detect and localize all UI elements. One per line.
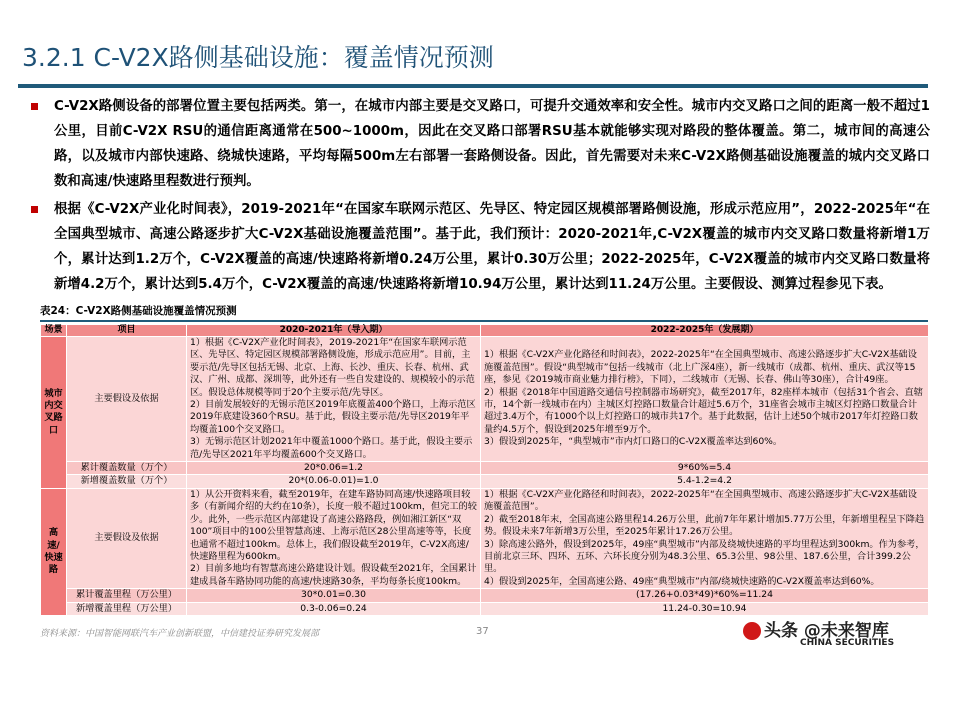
assumption-2022-2025 — [481, 337, 929, 462]
table-row — [41, 475, 929, 488]
bullet-text: 根据《C-V2X产业化时间表》，2019-2021年“在国家车联网示范区、先导区、特定园区规模部署路侧设施，形成示范应用”，2022-2025年“在全国典型城市、高速公路逐步扩大C-V2X基础设施覆盖范围”。基于此，我们预计：2020-2021年,C-V2X覆盖的城市内交叉路口数量将新增1万个，累计达到1.2万个，C-V2X覆盖的高速/快速路将新增0.24万公里，累计0.30万公里；2022-2025年，C-V2X覆盖的城市内交叉路口数量将新增4.2万个，累计达到5.4万个，C-V2X覆盖的高速/快速路将新增10.94万公里，累计达到11.24万公里。主要假设、测算过程参见下表。 — [54, 202, 930, 292]
table-row — [41, 589, 929, 602]
table-row — [41, 602, 929, 615]
title-divider — [18, 84, 928, 88]
value-cell: (17.26+0.03*49)*60%=11.24 — [481, 589, 929, 602]
logo-text: 头条 @未来智库 — [764, 620, 889, 641]
table-row — [41, 488, 929, 588]
assumption-text: 1）根据《C-V2X产业化路径和时间表》，2022-2025年“在全国典型城市、高速公路逐步扩大C-V2X基础设施覆盖范围”。 2）截至2018年末，全国高速公路里程14.26万公里，此前7年年累计增加5.77万公里，年新增里程呈下降趋势。假设未来7年新增3万公里，至2025年累计17.26万公里。 3）除高速公路外，假设到2025年，49座“典型城市”内部及绕城快速路的平均里程达到300km。作为参考，目前北京三环、四环、五环、六环长度分别为48.3公里、65.3公里、98公里、187.6公里，合计399.2公里。 4）假设到2025年，全国高速公路、49座“典型城市”内部/绕城快速路的C-V2X覆盖率达到60%。 — [484, 488, 925, 587]
page-footer — [0, 622, 960, 652]
value-cell: 11.24-0.30=10.94 — [481, 602, 929, 615]
bullet-square-icon — [31, 103, 38, 110]
logo-circle-icon — [743, 622, 761, 640]
value-cell: 20*0.06=1.2 — [187, 462, 481, 475]
logo-subtext: CHINA SECURITIES — [800, 637, 895, 648]
value-cell: 20*(0.06-0.01)=1.0 — [187, 475, 481, 488]
value-cell: 5.4-1.2=4.2 — [481, 475, 929, 488]
assumption-text: 1）根据《C-V2X产业化路径和时间表》，2022-2025年“在全国典型城市、高速公路逐步扩大C-V2X基础设施覆盖范围”。假设“典型城市”包括一线城市（北上广深4座），新一线城市（成都、杭州、重庆、武汉等15座，参见《2019城市商业魅力排行榜》，下同），二线城市（无锡、长春、佛山等30座），合计49座。 2）根据《2018年中国道路交通信号控制器市场研究》，截至2017年，82座样本城市（包括31个省会、直辖市，14个新一线城市在内）主城区灯控路口数量合计超过5.6万个，31座省会城市主城区灯控路口数量合计超过3.4万个，有1000个以上灯控路口的城市共17个。基于此数据，估计上述50个城市2017年灯控路口数量约4.5万个，假设到2025年增至9万个。 3）假设到2025年，“典型城市”市内灯口路口的C-V2X覆盖率达到60%。 — [484, 349, 923, 448]
bullet-square-icon — [31, 206, 38, 213]
source-note: 资料来源：中国智能网联汽车产业创新联盟，中信建投证券研究发展部 — [40, 628, 320, 639]
watermark-logo — [740, 616, 940, 652]
scene-cell: 城市内交叉路口 — [41, 337, 67, 489]
value-cell: 9*60%=5.4 — [481, 462, 929, 475]
page-body — [0, 94, 960, 652]
item-cell: 新增覆盖里程（万公里） — [67, 602, 187, 615]
col-header: 场景 — [41, 325, 67, 337]
page-number: 37 — [476, 625, 489, 637]
item-cell: 累计覆盖数量（万个） — [67, 462, 187, 475]
value-cell: 30*0.01=0.30 — [187, 589, 481, 602]
table-row — [41, 462, 929, 475]
bullet-item — [28, 94, 930, 194]
table-caption: 表24：C-V2X路侧基础设施覆盖情况预测 — [40, 305, 237, 317]
table-header-row — [41, 325, 929, 337]
bullet-item — [28, 197, 930, 297]
item-cell: 新增覆盖数量（万个） — [67, 475, 187, 488]
bullet-text: C-V2X路侧设备的部署位置主要包括两类。第一，在城市内部主要是交叉路口，可提升交通效率和安全性。城市内交叉路口之间的距离一般不超过1公里，目前C-V2X RSU的通信距离通常在500~1000m，因此在交叉路口部署RSU基本就能够实现对路段的整体覆盖。第二，城市间的高速公路，以及城市内部快速路、绕城快速路，平均每隔500m左右部署一套路侧设备。因此，首先需要对未来C-V2X路侧基础设施覆盖的城内交叉路口数和高速/快速路里程数进行预判。 — [54, 99, 930, 189]
scene-cell: 高速/快速路 — [41, 488, 67, 615]
assumption-2020-2021 — [187, 337, 481, 462]
assumption-2022-2025 — [481, 488, 929, 588]
assumption-text: 1）根据《C-V2X产业化时间表》，2019-2021年“在国家车联网示范区、先导区、特定园区规模部署路侧设施，形成示范应用”。目前，主要示范/先导区包括无锡、北京、上海、长沙、重庆、长春、杭州、武汉、广州、成都、深圳等，此外还有一些自发建设的、规模较小的示范区。假设总体规模等同于20个主要示范/先导区。 2）目前发展较好的无锡示范区2019年底覆盖400个路口，上海示范区2019年底建设360个RSU。基于此，假设主要示范/先导区2019年平均覆盖100个交叉路口。 3）无锡示范区计划2021年中覆盖1000个路口。基于此，假设主要示范/先导区2021年平均覆盖600个交叉路口。 — [190, 337, 476, 460]
caption-divider — [40, 320, 928, 322]
forecast-table — [40, 324, 929, 616]
page-title: 3.2.1 C-V2X路侧基础设施：覆盖情况预测 — [22, 43, 494, 72]
assumption-2020-2021 — [187, 488, 481, 588]
bullet-list — [28, 94, 930, 300]
item-cell: 主要假设及依据 — [67, 488, 187, 588]
item-cell: 主要假设及依据 — [67, 337, 187, 462]
col-header: 2020-2021年（导入期） — [187, 325, 481, 337]
value-cell: 0.3-0.06=0.24 — [187, 602, 481, 615]
col-header: 项目 — [67, 325, 187, 337]
assumption-text: 1）从公开资料来看，截至2019年，在建车路协同高速/快速路项目较多（有新闻介绍的大约在10条），长度一般不超过100km，但完工的较少。此外，一些示范区内部建设了高速公路路段，例如湘江新区“双100”项目中的100公里智慧高速、上海示范区28公里高速等等，长度也通常不超过100km。总体上，我们假设截至2019年，C-V2X高速/快速路里程为600km。 2）目前多地均有智慧高速公路建设计划。假设截至2021年，全国累计建成具备车路协同功能的高速/快速路30条，平均每条长度100km。 — [190, 488, 477, 587]
item-cell: 累计覆盖里程（万公里） — [67, 589, 187, 602]
table-row — [41, 337, 929, 462]
col-header: 2022-2025年（发展期） — [481, 325, 929, 337]
